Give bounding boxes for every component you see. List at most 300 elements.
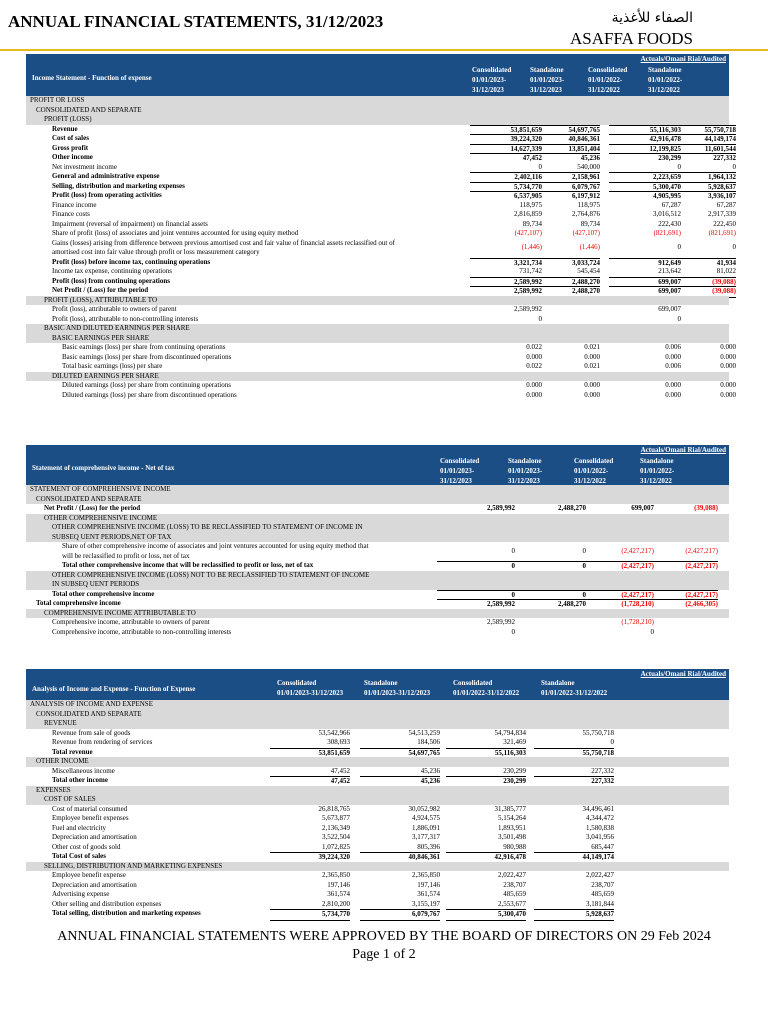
column-header: Standalone bbox=[508, 457, 542, 465]
row-label-text: Advertising expense bbox=[52, 890, 110, 898]
cell-value: 197,146 bbox=[327, 880, 350, 889]
row-label bbox=[52, 571, 456, 590]
table-row bbox=[26, 153, 736, 163]
table-row bbox=[26, 181, 736, 192]
section-row bbox=[26, 609, 729, 619]
column-header: 31/12/2023 bbox=[472, 86, 504, 94]
row-label-text: BASIC EARNINGS PER SHARE bbox=[52, 333, 150, 342]
table-row bbox=[26, 909, 729, 919]
cell-value: 2,488,270 bbox=[528, 277, 600, 288]
row-label-text: SELLING, DISTRIBUTION AND MARKETING EXPENSES bbox=[44, 861, 223, 870]
row-label-text: Total selling, distribution and marketing expenses bbox=[52, 909, 201, 917]
header-divider bbox=[0, 49, 768, 51]
cell-value: 41,934 bbox=[664, 258, 736, 269]
section-row bbox=[26, 324, 729, 334]
section-row bbox=[26, 334, 729, 344]
table-row bbox=[26, 871, 729, 881]
row-label-text: Basic earnings (loss) per share from continuing operations bbox=[62, 343, 226, 351]
row-label bbox=[52, 201, 481, 211]
cell-value: (2,427,217) bbox=[640, 561, 718, 572]
column-header: 01/01/2022- bbox=[648, 76, 683, 84]
cell-value: 5,734,770 bbox=[470, 182, 542, 193]
column-header: 01/01/2022-31/12/2022 bbox=[453, 689, 520, 697]
section-row bbox=[26, 523, 729, 542]
row-label bbox=[44, 719, 286, 729]
row-label bbox=[44, 324, 481, 334]
row-label-text: Diluted earnings (loss) per share from discontinued operations bbox=[62, 390, 237, 399]
cell-value: 5,673,877 bbox=[322, 814, 350, 822]
row-label bbox=[52, 814, 286, 824]
row-label-text: Impairment (reversal of impairment) on financial assets bbox=[52, 219, 208, 228]
cell-value: 44,149,174 bbox=[534, 852, 614, 864]
column-header: Standalone bbox=[541, 679, 575, 687]
cell-value: 4,344,472 bbox=[586, 814, 614, 822]
row-label bbox=[62, 362, 481, 372]
column-header: 31/12/2022 bbox=[640, 477, 672, 485]
currency-basis-label: Actuals/Omani Rial/Audited bbox=[640, 670, 726, 678]
column-header: 01/01/2022- bbox=[574, 467, 609, 475]
row-label bbox=[52, 909, 286, 919]
column-header: Standalone bbox=[640, 457, 674, 465]
row-label-text: Share of other comprehensive income of associates and joint ventures accounted for using equity method that bbox=[62, 542, 369, 550]
column-header: 31/12/2022 bbox=[588, 86, 620, 94]
cell-value: 6,079,767 bbox=[528, 182, 600, 193]
row-label-text: Revenue from sale of goods bbox=[52, 728, 131, 737]
cell-value: 45,236 bbox=[360, 776, 440, 788]
row-label-text: Employee benefit expense bbox=[52, 871, 126, 879]
row-label-text: Total Cost of sales bbox=[52, 852, 106, 860]
column-header: 01/01/2022- bbox=[640, 467, 675, 475]
section-row bbox=[26, 862, 729, 872]
row-label-text: BASIC AND DILUTED EARNINGS PER SHARE bbox=[44, 324, 190, 332]
row-label bbox=[52, 334, 481, 344]
table-row bbox=[26, 210, 736, 220]
row-label bbox=[52, 843, 286, 853]
cell-value: (1,728,210) bbox=[621, 618, 654, 626]
section-row bbox=[26, 700, 729, 710]
cell-value: 0.000 bbox=[526, 352, 542, 361]
row-label bbox=[52, 738, 286, 748]
table-row bbox=[26, 276, 736, 287]
table-row bbox=[26, 229, 736, 239]
row-label-text: Revenue bbox=[52, 124, 78, 133]
table-row bbox=[26, 590, 729, 600]
cell-value: 4,924,575 bbox=[412, 814, 440, 822]
row-label bbox=[52, 286, 481, 296]
table-row bbox=[26, 238, 736, 258]
cell-value: 31,385,777 bbox=[494, 804, 526, 813]
row-label-text: COMPREHENSIVE INCOME ATTRIBUTABLE TO bbox=[44, 608, 196, 617]
cell-value: 0 bbox=[650, 627, 654, 636]
cell-value: 0 bbox=[538, 314, 542, 323]
cell-value: 4,905,995 bbox=[609, 191, 681, 202]
cell-value: 2,589,992 bbox=[487, 618, 515, 626]
cell-value: 2,488,270 bbox=[508, 599, 586, 611]
section-row bbox=[26, 372, 729, 382]
cell-value: 912,649 bbox=[609, 258, 681, 269]
page-title: ANNUAL FINANCIAL STATEMENTS, 31/12/2023 bbox=[8, 12, 384, 31]
column-header: 01/01/2023- bbox=[440, 467, 475, 475]
row-label bbox=[36, 710, 286, 720]
cell-value: (2,466,305) bbox=[640, 599, 718, 611]
row-label bbox=[30, 700, 286, 710]
row-label-text: Profit (loss) from operating activities bbox=[52, 191, 162, 199]
section-row bbox=[26, 795, 729, 805]
cell-value: 2,223,659 bbox=[609, 172, 681, 183]
cell-value: (39,088) bbox=[664, 277, 736, 288]
column-header: 31/12/2023 bbox=[530, 86, 562, 94]
row-label bbox=[52, 881, 286, 891]
company-name-arabic: الصفاء للأغذية bbox=[611, 10, 693, 26]
comprehensive-income-table bbox=[26, 445, 729, 637]
row-label-text: Comprehensive income, attributable to non-controlling interests bbox=[52, 627, 232, 636]
cell-value: 2,764,876 bbox=[572, 210, 600, 218]
row-label-text: CONSOLIDATED AND SEPARATE bbox=[36, 494, 142, 503]
cell-value: 0 bbox=[610, 738, 614, 746]
table-row bbox=[26, 767, 729, 777]
column-header: Consolidated bbox=[277, 679, 317, 687]
table-row bbox=[26, 881, 729, 891]
cell-value: 2,488,270 bbox=[528, 286, 600, 298]
cell-value: 0 bbox=[511, 546, 515, 555]
row-label-text: Gains (losses) arising from difference between previous amortised cost and fair value of financial assets reclassified out of bbox=[52, 238, 395, 247]
row-label-text: PROFIT (LOSS), ATTRIBUTABLE TO bbox=[44, 295, 158, 304]
row-label-text: Basic earnings (loss) per share from discontinued operations bbox=[62, 352, 232, 361]
row-label-text: Profit (loss), attributable to owners of parent bbox=[52, 305, 177, 313]
table-row bbox=[26, 134, 736, 144]
cell-value: 0 bbox=[511, 627, 515, 636]
cell-value: 1,886,091 bbox=[412, 823, 440, 832]
column-header: Consolidated bbox=[453, 679, 493, 687]
table-row bbox=[26, 890, 729, 900]
cell-value: 3,177,317 bbox=[412, 833, 440, 841]
cell-value: 0.000 bbox=[665, 352, 681, 361]
cell-value: 2,402,116 bbox=[470, 172, 542, 183]
row-label-text: CONSOLIDATED AND SEPARATE bbox=[36, 105, 142, 114]
row-label bbox=[52, 172, 481, 182]
cell-value: 1,893,951 bbox=[498, 823, 526, 832]
table-row bbox=[26, 381, 736, 391]
cell-value: 3,033,724 bbox=[528, 258, 600, 269]
cell-value: 361,574 bbox=[417, 890, 440, 898]
cell-value: (39,088) bbox=[664, 286, 736, 298]
row-label-text: REVENUE bbox=[44, 719, 77, 727]
cell-value: 55,750,718 bbox=[534, 748, 614, 760]
table-row bbox=[26, 172, 736, 182]
cell-value: 2,816,859 bbox=[514, 210, 542, 218]
table-row bbox=[26, 833, 729, 843]
column-header: Standalone bbox=[648, 66, 682, 74]
cell-value: 0 bbox=[437, 590, 515, 601]
cell-value: 0 bbox=[677, 162, 681, 171]
row-label bbox=[52, 767, 286, 777]
cell-value: 0 bbox=[582, 546, 586, 555]
table-row bbox=[26, 219, 736, 230]
section-row bbox=[26, 571, 729, 590]
cell-value: 3,155,197 bbox=[412, 899, 440, 908]
cell-value: 5,928,637 bbox=[664, 182, 736, 193]
row-label-text: DILUTED EARNINGS PER SHARE bbox=[52, 371, 159, 380]
table-row bbox=[26, 852, 729, 862]
row-label bbox=[52, 729, 286, 739]
row-label bbox=[36, 757, 286, 767]
section-row bbox=[26, 485, 729, 495]
table-row bbox=[26, 305, 729, 315]
cell-value: 0.021 bbox=[584, 362, 600, 370]
cell-value: 0.000 bbox=[720, 362, 736, 370]
row-label-text: Total other comprehensive income that will be reclassified to profit or loss, net of tax bbox=[62, 561, 314, 569]
cell-value: 222,430 bbox=[658, 219, 681, 228]
table-row bbox=[26, 805, 729, 815]
column-header: 01/01/2023- bbox=[508, 467, 543, 475]
table-row bbox=[26, 286, 736, 296]
row-label-text: PROFIT OR LOSS bbox=[30, 96, 85, 104]
column-header: Standalone bbox=[530, 66, 564, 74]
cell-value: 1,072,825 bbox=[322, 842, 350, 851]
cell-value: 53,851,659 bbox=[470, 125, 542, 136]
cell-value: 0.000 bbox=[720, 390, 736, 399]
row-label-text: Diluted earnings (loss) per share from continuing operations bbox=[62, 381, 231, 389]
row-label-text: EXPENSES bbox=[36, 785, 71, 794]
cell-value: 0.022 bbox=[526, 343, 542, 351]
cell-value: 67,287 bbox=[716, 200, 736, 209]
cell-value: 3,936,107 bbox=[664, 191, 736, 202]
row-label-text: OTHER COMPREHENSIVE INCOME bbox=[44, 513, 158, 522]
row-label bbox=[52, 590, 456, 600]
row-label bbox=[36, 106, 481, 116]
cell-value: 0 bbox=[732, 162, 736, 171]
row-label-text: Other cost of goods sold bbox=[52, 842, 121, 851]
cell-value: 2,553,677 bbox=[498, 899, 526, 908]
cell-value: 545,454 bbox=[577, 267, 600, 275]
cell-value: 699,007 bbox=[609, 277, 681, 288]
cell-value: 197,146 bbox=[417, 880, 440, 889]
table-row bbox=[26, 776, 729, 786]
cell-value: 699,007 bbox=[658, 305, 681, 313]
cell-value: 89,734 bbox=[580, 219, 600, 228]
row-label bbox=[52, 618, 456, 628]
row-label bbox=[44, 514, 456, 524]
row-label bbox=[52, 890, 286, 900]
row-label-text: CONSOLIDATED AND SEPARATE bbox=[36, 709, 142, 718]
row-label-text: Net Profit / (Loss) for the period bbox=[52, 286, 149, 294]
section-row bbox=[26, 786, 729, 796]
row-label-text: Income tax expense, continuing operations bbox=[52, 267, 172, 275]
cell-value: 5,928,637 bbox=[534, 909, 614, 921]
cell-value: 230,299 bbox=[503, 766, 526, 775]
cell-value: 184,506 bbox=[417, 738, 440, 746]
row-label bbox=[52, 210, 481, 220]
cell-value: 0.000 bbox=[584, 352, 600, 361]
cell-value: 230,299 bbox=[609, 153, 681, 164]
section-row bbox=[26, 514, 729, 524]
row-label bbox=[36, 599, 456, 609]
cell-value: 5,154,264 bbox=[498, 814, 526, 822]
cell-value: 0.000 bbox=[584, 390, 600, 399]
row-label bbox=[52, 239, 481, 258]
row-label bbox=[62, 353, 481, 363]
table-row bbox=[26, 390, 736, 401]
cell-value: 0.000 bbox=[665, 381, 681, 389]
cell-value: 0.000 bbox=[526, 390, 542, 399]
cell-value: 699,007 bbox=[609, 286, 681, 298]
table-title: Statement of comprehensive income - Net of tax bbox=[32, 464, 175, 472]
row-label-text: Depreciation and amortisation bbox=[52, 880, 137, 889]
cell-value: 0.006 bbox=[665, 343, 681, 351]
cell-value: 11,601,544 bbox=[664, 144, 736, 155]
row-label-text: Finance income bbox=[52, 200, 97, 209]
cell-value: (2,427,217) bbox=[576, 590, 654, 601]
column-header: 31/12/2023 bbox=[440, 477, 472, 485]
cell-value: 980,988 bbox=[503, 842, 526, 851]
cell-value: 2,589,992 bbox=[487, 504, 515, 512]
cell-value: 321,469 bbox=[503, 738, 526, 746]
cell-value: 40,846,361 bbox=[528, 134, 600, 145]
row-label bbox=[44, 609, 456, 619]
cell-value: 361,574 bbox=[327, 890, 350, 898]
row-label bbox=[62, 381, 481, 391]
cell-value: (821,691) bbox=[708, 229, 736, 237]
cell-value: 227,332 bbox=[664, 153, 736, 164]
cell-value: 55,116,303 bbox=[609, 125, 681, 136]
currency-basis-label: Actuals/Omani Rial/Audited bbox=[640, 55, 726, 63]
cell-value: 2,589,992 bbox=[470, 286, 542, 298]
cell-value: 0.000 bbox=[665, 390, 681, 399]
table-row bbox=[26, 599, 729, 609]
row-label-text: OTHER INCOME bbox=[36, 757, 89, 765]
cell-value: 2,136,349 bbox=[322, 823, 350, 832]
cell-value: 54,794,834 bbox=[494, 728, 526, 737]
table-row bbox=[26, 162, 736, 173]
cell-value: 44,149,174 bbox=[664, 134, 736, 145]
section-row bbox=[26, 719, 729, 729]
row-label bbox=[52, 628, 456, 638]
cell-value: 6,197,912 bbox=[528, 191, 600, 202]
table-row bbox=[26, 729, 729, 739]
cell-value: 699,007 bbox=[631, 504, 654, 512]
row-label bbox=[52, 258, 481, 268]
row-label bbox=[52, 852, 286, 862]
cell-value: 45,236 bbox=[528, 153, 600, 164]
column-header: 31/12/2022 bbox=[648, 86, 680, 94]
table-row bbox=[26, 618, 729, 628]
row-label bbox=[52, 315, 481, 325]
cell-value: 42,916,478 bbox=[446, 852, 526, 864]
cell-value: 485,659 bbox=[591, 890, 614, 898]
cell-value: 55,750,718 bbox=[582, 728, 614, 737]
cell-value: 14,627,339 bbox=[470, 144, 542, 155]
row-label-text: Total other comprehensive income bbox=[52, 589, 155, 598]
row-label-text: ANALYSIS OF INCOME AND EXPENSE bbox=[30, 700, 153, 708]
cell-value: 118,975 bbox=[519, 200, 542, 209]
row-label-text: Total revenue bbox=[52, 747, 93, 756]
row-label bbox=[52, 153, 481, 163]
cell-value: 12,199,825 bbox=[609, 144, 681, 155]
row-label-text: Profit (loss) from continuing operations bbox=[52, 276, 170, 285]
page-number: Page 1 of 2 bbox=[352, 947, 416, 962]
row-label bbox=[52, 163, 481, 173]
table-header bbox=[26, 445, 729, 485]
cell-value: 3,522,504 bbox=[322, 833, 350, 841]
cell-value: 5,300,470 bbox=[609, 182, 681, 193]
cell-value: 2,022,427 bbox=[498, 871, 526, 879]
row-label bbox=[52, 144, 481, 154]
row-label-text: STATEMENT OF COMPREHENSIVE INCOME bbox=[30, 485, 171, 493]
row-label bbox=[62, 391, 481, 401]
currency-basis-label: Actuals/Omani Rial/Audited bbox=[640, 446, 726, 454]
row-label-text: Profit (loss), attributable to non-controlling interests bbox=[52, 314, 199, 323]
cell-value: 13,851,404 bbox=[528, 144, 600, 155]
table-row bbox=[26, 824, 729, 834]
cell-value: (2,427,217) bbox=[576, 561, 654, 572]
column-header: 01/01/2023- bbox=[472, 76, 507, 84]
table-row bbox=[26, 738, 729, 748]
row-label bbox=[62, 561, 456, 571]
row-label bbox=[44, 296, 481, 306]
table-row bbox=[26, 814, 729, 824]
column-header: 01/01/2023-31/12/2023 bbox=[277, 689, 344, 697]
cell-value: 2,917,339 bbox=[708, 210, 736, 218]
cell-value: 47,452 bbox=[470, 153, 542, 164]
row-label-text: Other income bbox=[52, 153, 93, 161]
cell-value: (427,107) bbox=[572, 229, 600, 237]
row-label bbox=[52, 305, 481, 315]
row-label-text: Comprehensive income, attributable to owners of parent bbox=[52, 618, 210, 626]
table-row bbox=[26, 352, 736, 363]
cell-value: 47,452 bbox=[270, 776, 350, 788]
table-row bbox=[26, 143, 736, 154]
cell-value: (1,446) bbox=[521, 243, 542, 251]
row-label bbox=[44, 115, 481, 125]
row-label-text: Profit (loss) before income tax, continuing operations bbox=[52, 257, 211, 266]
cell-value: (1,728,210) bbox=[576, 599, 654, 611]
cell-value: 3,501,498 bbox=[498, 833, 526, 841]
column-header: Consolidated bbox=[574, 457, 614, 465]
cell-value: (39,088) bbox=[694, 504, 718, 512]
cell-value: 0 bbox=[677, 314, 681, 323]
row-label bbox=[52, 372, 481, 382]
row-label bbox=[36, 495, 456, 505]
table-row bbox=[26, 200, 736, 211]
cell-value: 805,396 bbox=[417, 842, 440, 851]
cell-value: 53,851,659 bbox=[270, 748, 350, 760]
cell-value: 53,542,966 bbox=[318, 728, 350, 737]
table-title: Analysis of Income and Expense - Function of Expense bbox=[32, 685, 196, 693]
column-header: 01/01/2022- bbox=[588, 76, 623, 84]
cell-value: 54,697,765 bbox=[528, 125, 600, 136]
cell-value: 0.000 bbox=[720, 343, 736, 351]
row-label-text: SUBSEQ UENT PERIODS,NET OF TAX bbox=[52, 532, 172, 541]
cell-value: 54,513,259 bbox=[408, 728, 440, 737]
cell-value: 2,365,850 bbox=[322, 871, 350, 879]
table-row bbox=[26, 315, 729, 325]
cell-value: 213,642 bbox=[658, 267, 681, 275]
row-label-text: Revenue from rendering of services bbox=[52, 738, 153, 746]
row-label bbox=[52, 900, 286, 910]
cell-value: 54,697,765 bbox=[360, 748, 440, 760]
row-label-text: Finance costs bbox=[52, 210, 90, 218]
column-header: Standalone bbox=[364, 679, 398, 687]
section-row bbox=[26, 296, 729, 306]
row-label-text: Employee benefit expenses bbox=[52, 814, 129, 822]
cell-value: 39,224,320 bbox=[270, 852, 350, 864]
cell-value: 2,589,992 bbox=[514, 305, 542, 313]
section-row bbox=[26, 106, 729, 116]
row-label bbox=[44, 504, 456, 514]
row-label bbox=[52, 277, 481, 287]
row-label bbox=[52, 220, 481, 230]
row-label-text: amortised cost into fair value through profit or loss measurement category bbox=[52, 248, 260, 256]
